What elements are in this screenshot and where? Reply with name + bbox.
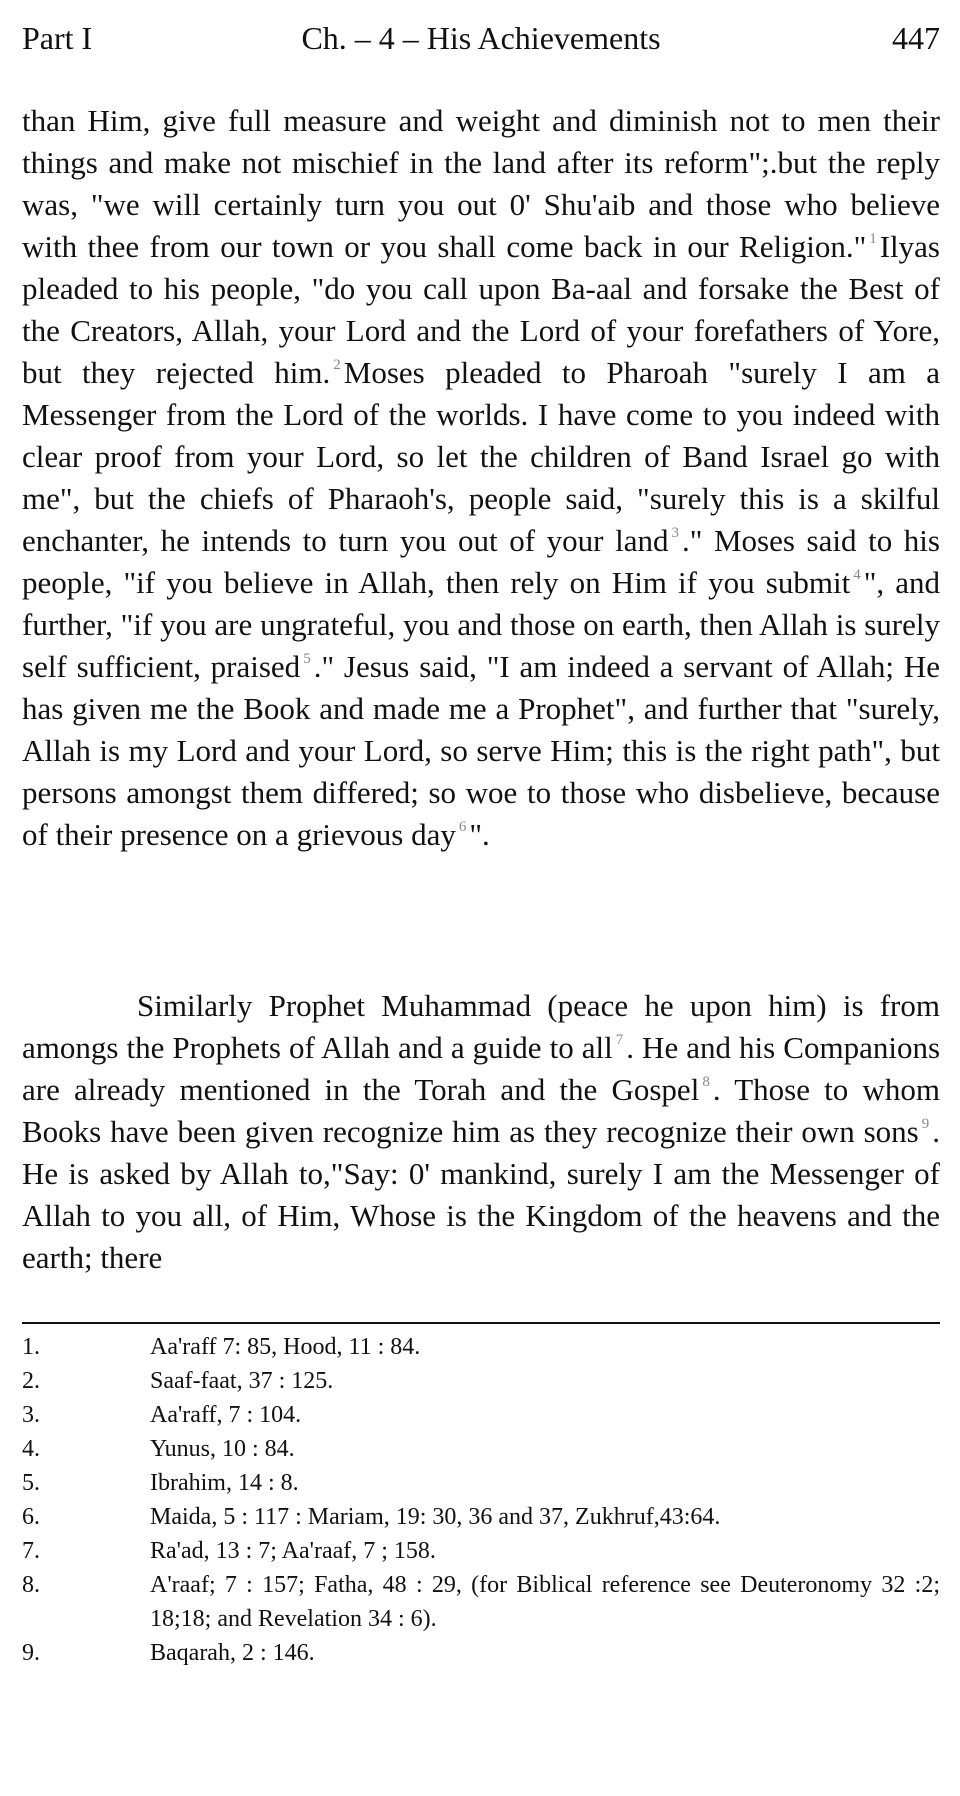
footnote-item — [22, 1398, 940, 1432]
part-label: Part I — [22, 20, 93, 56]
footnote-item — [22, 1432, 940, 1466]
footnote-text: Baqarah, 2 : 146. — [150, 1640, 315, 1666]
text-segment: ." Moses said to his people, "if you believe in Allah, then rely on Him if you submit — [22, 523, 940, 600]
page-number: 447 — [892, 20, 940, 56]
footnote-text: Ra'ad, 13 : 7; Aa'raaf, 7 ; 158. — [150, 1538, 436, 1564]
footnote-number: 5. — [22, 1470, 40, 1496]
book-page — [22, 0, 940, 1796]
footnote-number: 4. — [22, 1436, 40, 1462]
footnote-number: 1. — [22, 1334, 40, 1360]
footnote-number: 8. — [22, 1572, 40, 1598]
footnote-item — [22, 1534, 940, 1568]
footnote-item — [22, 1568, 940, 1636]
text-segment: Ilyas pleaded to his people, "do you call upon Ba-aal and forsake the Best of the Creators, Allah, your Lord and the Lord of your forefathers of Yore, but they rejected him. — [22, 229, 940, 390]
footnote-divider — [22, 1322, 940, 1324]
footnote-item — [22, 1466, 940, 1500]
footnote-ref-9: 9 — [921, 1116, 930, 1132]
text-segment: ". — [469, 817, 490, 852]
footnote-text: Aa'raff, 7 : 104. — [150, 1402, 302, 1428]
footnote-ref-2: 2 — [333, 357, 341, 373]
body-paragraph-2 — [22, 985, 940, 1279]
text-segment: . Those to whom Books have been given recognize him as they recognize their own sons — [22, 1072, 940, 1149]
footnote-text: Aa'raff 7: 85, Hood, 11 : 84. — [150, 1334, 421, 1360]
footnote-number: 2. — [22, 1368, 40, 1394]
footnote-text: A'raaf; 7 : 157; Fatha, 48 : 29, (for Biblical reference see Deuteronomy 32 :2; 18;18; and Revelation 34 : 6). — [150, 1572, 940, 1632]
text-segment: . He is asked by Allah to,"Say: 0' mankind, surely I am the Messenger of Allah to you all, of Him, Whose is the Kingdom of the heavens and the earth; there — [22, 1114, 940, 1275]
text-segment: ." Jesus said, "I am indeed a servant of Allah; He has given me the Book and made me a Prophet", and further that "surely, Allah is my Lord and your Lord, so serve Him; this is the right path", but persons amongst them differed; so woe to those who disbelieve, because of their presence on a grievous day — [22, 649, 940, 852]
footnote-number: 3. — [22, 1402, 40, 1428]
footnote-item — [22, 1500, 940, 1534]
footnote-ref-5: 5 — [303, 651, 311, 667]
text-segment: . He and his Companions are already mentioned in the Torah and the Gospel — [22, 1030, 941, 1107]
text-segment: Moses pleaded to Pharoah "surely I am a Messenger from the Lord of the worlds. I have come to you indeed with clear proof from your Lord, so let the children of Band Israel go with me", but the chiefs of Pharaoh's, people said, "surely this is a skilful enchanter, he intends to turn you out of your land — [22, 355, 941, 558]
footnote-ref-7: 7 — [615, 1032, 624, 1048]
footnote-number: 9. — [22, 1640, 40, 1666]
footnotes-list — [22, 1330, 940, 1670]
footnote-ref-4: 4 — [853, 567, 861, 583]
footnote-item — [22, 1364, 940, 1398]
body-paragraph-1 — [22, 100, 940, 856]
text-segment: ", and further, "if you are ungrateful, you and those on earth, then Allah is surely self sufficient, praised — [22, 565, 940, 684]
footnote-ref-1: 1 — [869, 231, 877, 247]
footnote-number: 7. — [22, 1538, 40, 1564]
chapter-title: Ch. – 4 – His Achievements — [301, 20, 661, 56]
footnote-item — [22, 1330, 940, 1364]
text-segment: than Him, give full measure and weight and diminish not to men their things and make not mischief in the land after its reform";.but the reply was, "we will certainly turn you out 0' Shu'aib and those who believe with thee from our town or you shall come back in our Religion." — [22, 103, 940, 264]
footnote-text: Saaf-faat, 37 : 125. — [150, 1368, 334, 1394]
footnote-ref-8: 8 — [702, 1074, 710, 1090]
footnote-text: Ibrahim, 14 : 8. — [150, 1470, 299, 1496]
footnote-number: 6. — [22, 1504, 40, 1530]
footnote-text: Yunus, 10 : 84. — [150, 1436, 295, 1462]
running-header — [22, 18, 940, 58]
footnote-ref-6: 6 — [458, 819, 467, 835]
footnote-item — [22, 1636, 940, 1670]
footnote-text: Maida, 5 : 117 : Mariam, 19: 30, 36 and 37, Zukhruf,43:64. — [150, 1504, 721, 1530]
text-segment: Similarly Prophet Muhammad (peace he upon him) is from amongs the Prophets of Allah and a guide to all — [22, 988, 940, 1065]
footnote-ref-3: 3 — [671, 525, 679, 541]
